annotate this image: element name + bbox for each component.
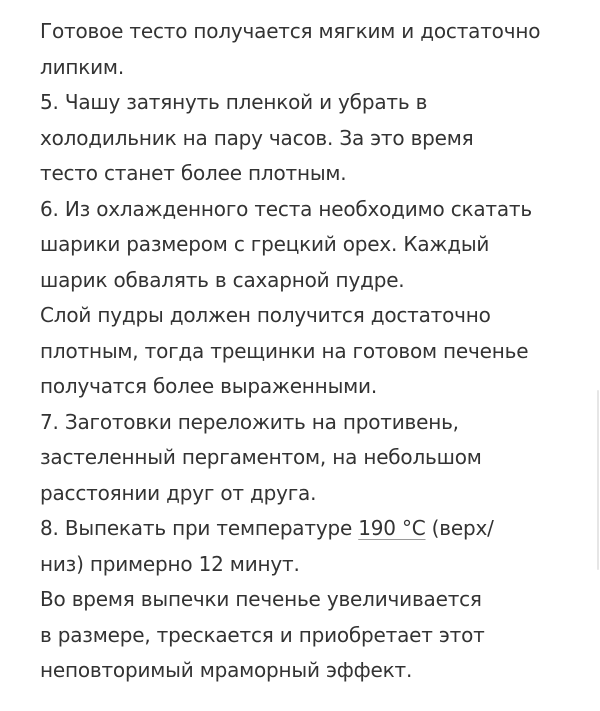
text-line: 7. Заготовки переложить на противень, xyxy=(40,409,459,434)
text-line: Готовое тесто получается мягким и достаточно xyxy=(40,19,541,43)
text-line: застеленный пергаментом, на небольшом xyxy=(40,445,482,469)
temperature-link[interactable]: 190 °C xyxy=(358,516,426,540)
text-line: Во время выпечки печенье увеличивается xyxy=(40,587,482,611)
step8-suffix: (верх/ xyxy=(425,516,494,540)
text-line: липким. xyxy=(40,54,124,79)
text-line: холодильник на пару часов. За это время xyxy=(40,125,474,150)
text-line: неповторимый мраморный эффект. xyxy=(40,658,413,682)
text-line: низ) примерно 12 минут. xyxy=(40,551,300,576)
scrollbar-thumb[interactable] xyxy=(597,390,599,570)
text-line: Слой пудры должен получится достаточно xyxy=(40,303,491,327)
step8-line xyxy=(40,511,596,547)
text-line: шарик обвалять в сахарной пудре. xyxy=(40,267,405,292)
text-line: шарики размером с грецкий орех. Каждый xyxy=(40,232,490,256)
text-line: расстоянии друг от друга. xyxy=(40,480,317,505)
page-scrollbar[interactable] xyxy=(596,0,600,711)
text-line: плотным, тогда трещинки на готовом печенье xyxy=(40,338,529,363)
text-line: 5. Чашу затянуть пленкой и убрать в xyxy=(40,90,428,114)
step8-prefix: 8. Выпекать при температуре xyxy=(40,516,359,540)
recipe-article-text xyxy=(40,14,596,689)
text-line: получатся более выраженными. xyxy=(40,374,377,398)
text-line: в размере, трескается и приобретает этот xyxy=(40,622,485,647)
text-line: тесто станет более плотным. xyxy=(40,161,347,185)
text-line: 6. Из охлажденного теста необходимо скатать xyxy=(40,196,532,221)
